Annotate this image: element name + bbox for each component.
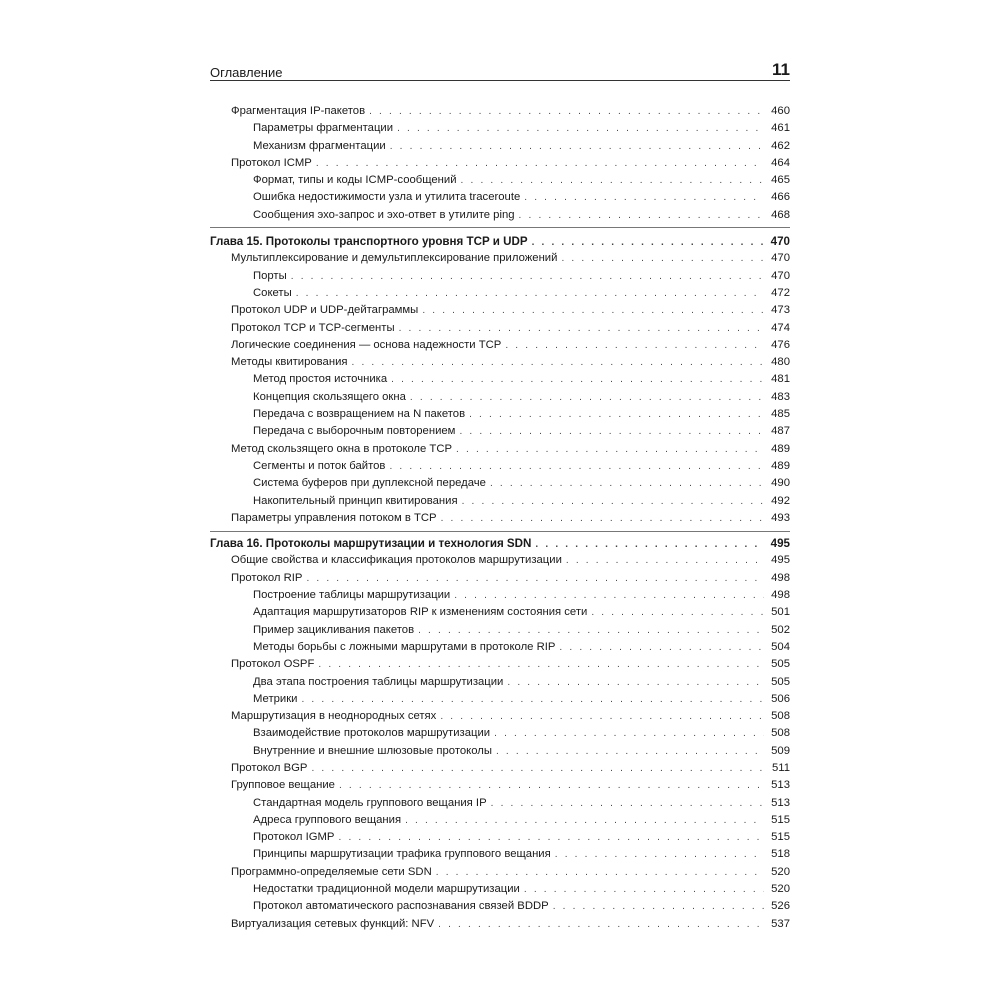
- toc-entry-page: 520: [771, 865, 790, 878]
- toc-entry[interactable]: [210, 406, 790, 423]
- toc-entry-page: 480: [771, 356, 790, 369]
- chapter-page: 470: [770, 235, 790, 249]
- leader-dots: [440, 708, 764, 725]
- leader-dots: [494, 725, 764, 742]
- toc-entry[interactable]: [210, 189, 790, 206]
- toc-entry[interactable]: [210, 812, 790, 829]
- leader-dots: [454, 587, 764, 604]
- leader-dots: [496, 743, 764, 760]
- leader-dots: [462, 493, 764, 510]
- toc-entry[interactable]: [210, 354, 790, 371]
- toc-entry[interactable]: [210, 587, 790, 604]
- toc-entry-title: Протокол OSPF: [231, 658, 315, 671]
- toc-entry-title: Логические соединения — основа надежности TCP: [231, 338, 502, 351]
- toc-entry-page: 502: [771, 623, 790, 636]
- toc-entry-title: Протокол IGMP: [253, 831, 335, 844]
- toc-entry-title: Передача с возвращением на N пакетов: [253, 408, 466, 421]
- toc-entry[interactable]: [210, 622, 790, 639]
- leader-dots: [491, 795, 764, 812]
- toc-entry-title: Программно-определяемые сети SDN: [231, 865, 432, 878]
- toc-entry[interactable]: [210, 570, 790, 587]
- toc-entry-page: 487: [771, 425, 790, 438]
- toc-entry[interactable]: [210, 371, 790, 388]
- toc-entry-title: Параметры фрагментации: [253, 122, 394, 135]
- leader-dots: [390, 138, 764, 155]
- toc-entry-page: 470: [771, 269, 790, 282]
- toc-entry[interactable]: [210, 604, 790, 621]
- toc-entry[interactable]: [210, 552, 790, 569]
- toc-entry-title: Концепция скользящего окна: [253, 390, 406, 403]
- toc-entry-page: 465: [771, 174, 790, 187]
- toc-entry-title: Формат, типы и коды ICMP-сообщений: [253, 174, 457, 187]
- toc-entry-title: Накопительный принцип квитирования: [253, 494, 458, 507]
- toc-entry-title: Адаптация маршрутизаторов RIP к изменениям состояния сети: [253, 606, 588, 619]
- toc-entry[interactable]: [210, 337, 790, 354]
- toc-entry-page: 468: [771, 208, 790, 221]
- toc-entry-page: 498: [771, 571, 790, 584]
- leader-dots: [561, 250, 764, 267]
- toc-entry-title: Метрики: [253, 692, 298, 705]
- toc-entry-page: 483: [771, 390, 790, 403]
- toc-entry[interactable]: [210, 268, 790, 285]
- toc-entry-title: Методы борьбы с ложными маршрутами в протоколе RIP: [253, 640, 556, 653]
- toc-entry-title: Стандартная модель группового вещания IP: [253, 796, 487, 809]
- toc-entry-title: Виртуализация сетевых функций: NFV: [231, 917, 435, 930]
- leader-dots: [490, 475, 764, 492]
- chapter-title: Глава 15. Протоколы транспортного уровня TCP и UDP: [210, 235, 528, 249]
- toc-entry-title: Механизм фрагментации: [253, 139, 386, 152]
- toc-entry[interactable]: [210, 916, 790, 933]
- toc-entry-title: Построение таблицы маршрутизации: [253, 589, 451, 602]
- toc-entry-page: 504: [771, 640, 790, 653]
- toc-entry-page: 506: [771, 692, 790, 705]
- toc-entry-page: 505: [771, 675, 790, 688]
- leader-dots: [339, 777, 764, 794]
- toc-entry-title: Мультиплексирование и демультиплексирование приложений: [231, 252, 558, 265]
- toc-entry[interactable]: [210, 493, 790, 510]
- toc-entry-page: 509: [771, 744, 790, 757]
- toc-entry[interactable]: [210, 656, 790, 673]
- toc-entry-title: Протокол TCP и TCP-сегменты: [231, 321, 395, 334]
- leader-dots: [566, 552, 764, 569]
- toc-entry[interactable]: [210, 777, 790, 794]
- toc-entry-title: Протокол RIP: [231, 571, 303, 584]
- leader-dots: [418, 622, 764, 639]
- toc-entry-title: Протокол автоматического распознавания связей BDDP: [253, 900, 549, 913]
- toc-entry-page: 518: [771, 848, 790, 861]
- leader-dots: [405, 812, 764, 829]
- toc-entry-title: Сегменты и поток байтов: [253, 459, 386, 472]
- leader-dots: [399, 320, 764, 337]
- leader-dots: [505, 337, 764, 354]
- toc-entry-page: 473: [771, 304, 790, 317]
- toc-entry[interactable]: [210, 829, 790, 846]
- toc-entry-title: Недостатки традиционной модели маршрутизации: [253, 883, 520, 896]
- toc-entry[interactable]: [210, 510, 790, 527]
- toc-entry[interactable]: [210, 846, 790, 863]
- toc-entry-title: Внутренние и внешние шлюзовые протоколы: [253, 744, 492, 757]
- toc-entry[interactable]: [210, 389, 790, 406]
- toc-entry-page: 508: [771, 727, 790, 740]
- leader-dots: [459, 423, 764, 440]
- toc-entry[interactable]: [210, 795, 790, 812]
- toc-entry[interactable]: [210, 155, 790, 172]
- toc-entry-title: Принципы маршрутизации трафика группового вещания: [253, 848, 551, 861]
- leader-dots: [389, 458, 764, 475]
- chapter-divider: [210, 531, 790, 532]
- toc-entry[interactable]: [210, 320, 790, 337]
- toc-entry-title: Протокол ICMP: [231, 156, 312, 169]
- toc-entry[interactable]: [210, 172, 790, 189]
- leader-dots: [507, 674, 764, 691]
- toc-entry[interactable]: [210, 760, 790, 777]
- toc-entry-page: 474: [771, 321, 790, 334]
- leader-dots: [461, 172, 764, 189]
- toc-entry-page: 472: [771, 286, 790, 299]
- leader-dots: [338, 829, 764, 846]
- toc-entry-page: 476: [771, 338, 790, 351]
- leader-dots: [535, 536, 764, 553]
- toc-entry-title: Два этапа построения таблицы маршрутизации: [253, 675, 504, 688]
- toc-entry[interactable]: [210, 881, 790, 898]
- toc-entry-title: Протокол UDP и UDP-дейтаграммы: [231, 304, 419, 317]
- toc-entry-title: Фрагментация IP-пакетов: [231, 105, 366, 117]
- toc-entry-title: Групповое вещание: [231, 779, 335, 792]
- toc-entry[interactable]: [210, 250, 790, 267]
- toc-entry-title: Метод скользящего окна в протоколе TCP: [231, 442, 453, 455]
- toc-entry-page: 515: [771, 813, 790, 826]
- toc-entry-title: Взаимодействие протоколов маршрутизации: [253, 727, 491, 740]
- leader-dots: [456, 441, 764, 458]
- toc-entry-page: 492: [771, 494, 790, 507]
- toc-entry-title: Сокеты: [253, 286, 292, 299]
- toc-entry-title: Ошибка недостижимости узла и утилита traceroute: [253, 191, 521, 204]
- toc-entry[interactable]: [210, 674, 790, 691]
- leader-dots: [311, 760, 764, 777]
- toc-entry-page: 498: [771, 589, 790, 602]
- toc-entry-title: Параметры управления потоком в TCP: [231, 511, 437, 524]
- toc-entry[interactable]: [210, 207, 790, 224]
- leader-dots: [519, 207, 764, 224]
- toc-entry-title: Система буферов при дуплексной передаче: [253, 477, 486, 490]
- toc-entry-title: Адреса группового вещания: [253, 813, 402, 826]
- leader-dots: [410, 389, 764, 406]
- toc-entry[interactable]: [210, 458, 790, 475]
- toc-entry-page: 511: [771, 761, 790, 774]
- toc-entry-page: 481: [771, 373, 790, 386]
- header-rule: [210, 80, 790, 81]
- toc-entry[interactable]: [210, 138, 790, 155]
- toc-entry-page: 461: [771, 122, 790, 135]
- toc-entry-title: Передача с выборочным повторением: [253, 425, 456, 438]
- table-of-contents: [210, 103, 790, 933]
- leader-dots: [352, 354, 764, 371]
- leader-dots: [532, 234, 764, 251]
- toc-entry-page: 493: [771, 511, 790, 524]
- toc-entry-page: 515: [771, 831, 790, 844]
- leader-dots: [318, 656, 764, 673]
- page-number: 11: [772, 60, 790, 79]
- toc-entry-page: 526: [771, 900, 790, 913]
- toc-entry[interactable]: [210, 441, 790, 458]
- running-title: Оглавление: [210, 65, 283, 80]
- toc-entry-page: 489: [771, 459, 790, 472]
- leader-dots: [316, 155, 764, 172]
- toc-entry-title: Метод простоя источника: [253, 373, 388, 386]
- toc-entry[interactable]: [210, 475, 790, 492]
- toc-entry[interactable]: [210, 691, 790, 708]
- leader-dots: [555, 846, 764, 863]
- toc-entry-page: 501: [771, 606, 790, 619]
- leader-dots: [438, 916, 764, 933]
- page-header: [210, 56, 790, 80]
- toc-entry-page: 460: [771, 105, 790, 117]
- toc-entry-title: Порты: [253, 269, 287, 282]
- toc-entry-page: 485: [771, 408, 790, 421]
- toc-entry-page: 508: [771, 710, 790, 723]
- leader-dots: [301, 691, 764, 708]
- toc-entry-page: 505: [771, 658, 790, 671]
- leader-dots: [469, 406, 764, 423]
- toc-entry-page: 470: [771, 252, 790, 265]
- leader-dots: [524, 881, 764, 898]
- toc-entry-page: 513: [771, 796, 790, 809]
- toc-entry[interactable]: [210, 302, 790, 319]
- leader-dots: [559, 639, 764, 656]
- toc-entry[interactable]: [210, 708, 790, 725]
- toc-entry-title: Сообщения эхо-запрос и эхо-ответ в утилите ping: [253, 208, 515, 221]
- toc-entry-page: 466: [771, 191, 790, 204]
- leader-dots: [369, 103, 764, 120]
- leader-dots: [296, 285, 764, 302]
- leader-dots: [397, 120, 764, 137]
- leader-dots: [291, 268, 764, 285]
- toc-entry-page: 495: [771, 554, 790, 567]
- toc-entry-page: 462: [771, 139, 790, 152]
- toc-entry[interactable]: [210, 423, 790, 440]
- toc-entry-title: Маршрутизация в неоднородных сетях: [231, 710, 437, 723]
- chapter-page: 495: [770, 537, 790, 551]
- leader-dots: [441, 510, 764, 527]
- chapter-heading-16[interactable]: [210, 535, 790, 552]
- chapter-title: Глава 16. Протоколы маршрутизации и технология SDN: [210, 537, 532, 551]
- toc-entry-page: 490: [771, 477, 790, 490]
- toc-entry-page: 513: [771, 779, 790, 792]
- toc-entry[interactable]: [210, 898, 790, 915]
- leader-dots: [436, 864, 764, 881]
- toc-entry[interactable]: [210, 743, 790, 760]
- toc-entry[interactable]: [210, 864, 790, 881]
- leader-dots: [524, 189, 764, 206]
- toc-entry-title: Пример зацикливания пакетов: [253, 623, 415, 636]
- toc-entry-title: Протокол BGP: [231, 761, 308, 774]
- chapter-heading-15[interactable]: [210, 233, 790, 250]
- toc-entry-page: 537: [771, 917, 790, 930]
- leader-dots: [391, 371, 764, 388]
- toc-entry-title: Методы квитирования: [231, 356, 348, 369]
- leader-dots: [422, 302, 764, 319]
- leader-dots: [553, 898, 764, 915]
- toc-entry[interactable]: [210, 639, 790, 656]
- toc-entry[interactable]: [210, 285, 790, 302]
- leader-dots: [306, 570, 764, 587]
- toc-entry-page: 464: [771, 156, 790, 169]
- toc-entry[interactable]: [210, 120, 790, 137]
- toc-entry[interactable]: [210, 103, 790, 120]
- toc-entry-title: Общие свойства и классификация протоколов маршрутизации: [231, 554, 562, 567]
- toc-entry[interactable]: [210, 725, 790, 742]
- leader-dots: [591, 604, 764, 621]
- toc-entry-page: 489: [771, 442, 790, 455]
- chapter-divider: [210, 227, 790, 228]
- toc-entry-page: 520: [771, 883, 790, 896]
